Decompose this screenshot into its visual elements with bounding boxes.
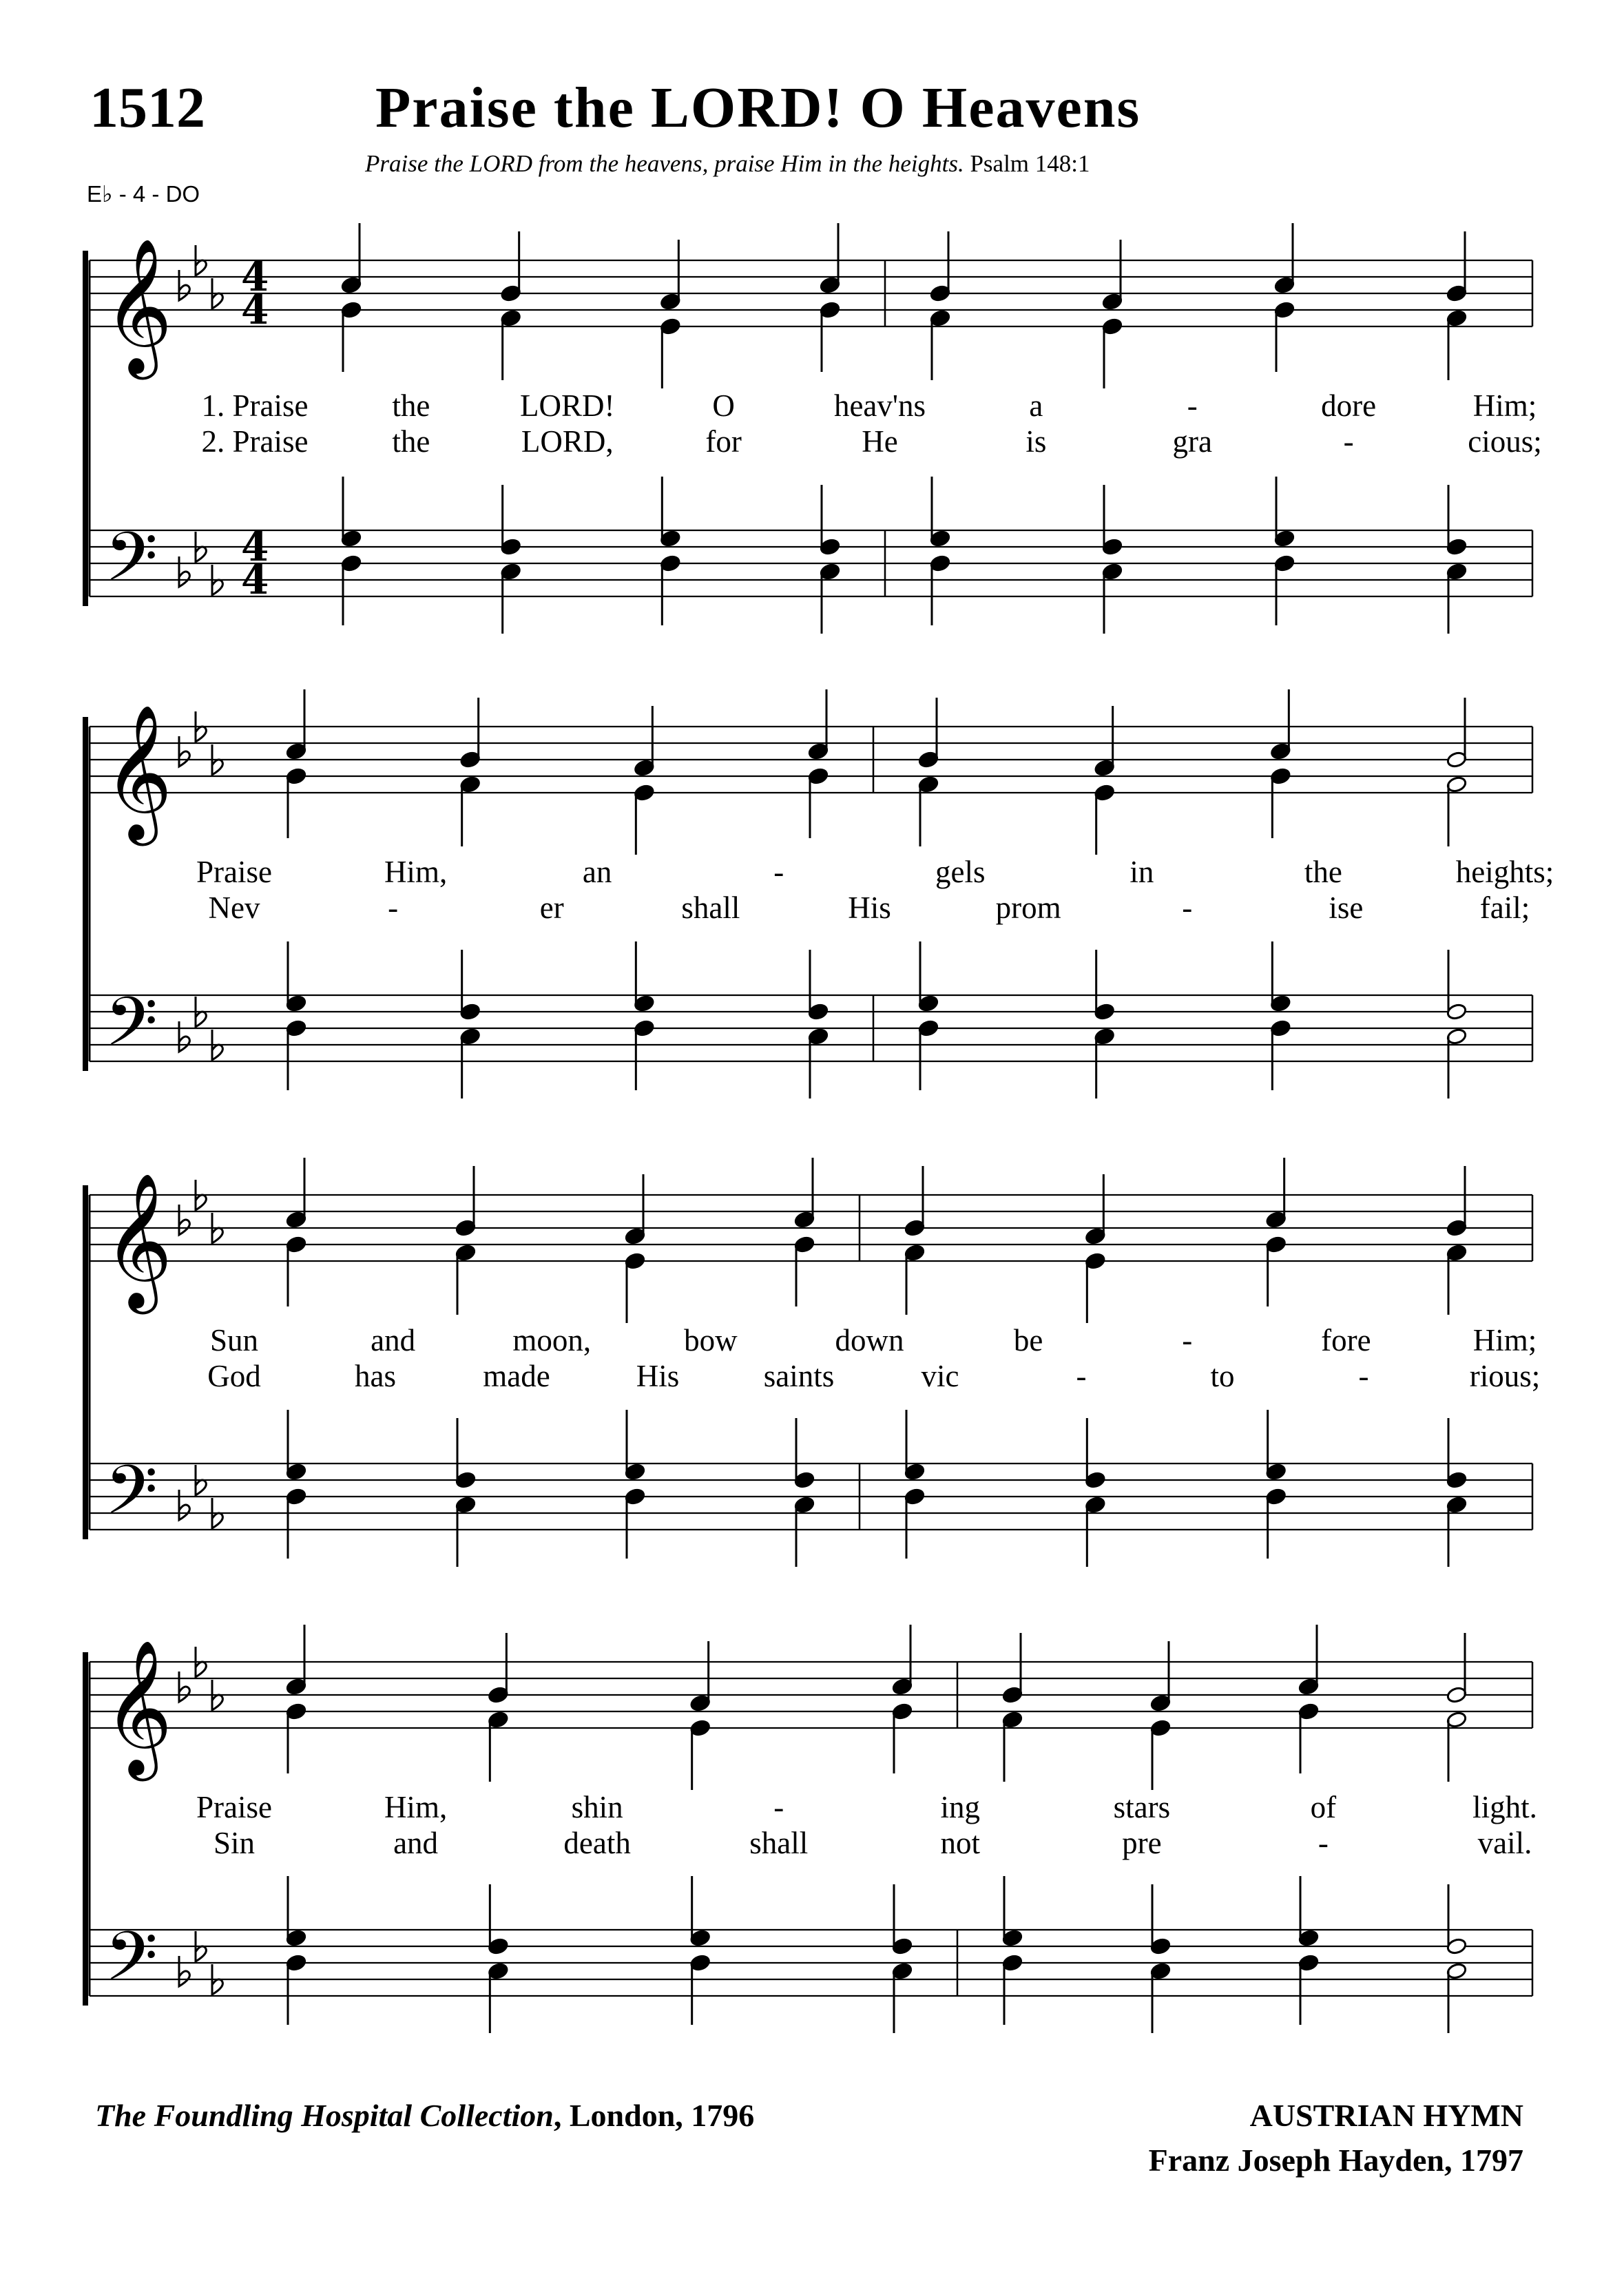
lyric-verse-1: Sun <box>209 1323 259 1357</box>
flat-sign <box>179 1956 189 1986</box>
lyric-verse-1: in <box>1129 855 1154 889</box>
treble-clef-icon: 𝄞 <box>103 1172 173 1309</box>
lyric-verse-2: - <box>1343 424 1354 459</box>
lyric-verse-1: be <box>1013 1323 1043 1357</box>
scripture-reference: Psalm 148:1 <box>970 150 1090 177</box>
lyric-verse-2: vic <box>921 1359 959 1393</box>
lyric-verse-2: - <box>388 891 399 925</box>
lyric-verse-2: the <box>392 424 430 459</box>
lyric-verse-2: cious; <box>1468 424 1542 459</box>
lyric-verse-1: LORD! <box>520 388 615 423</box>
text-source-detail: , London, 1796 <box>553 2098 755 2133</box>
lyric-verse-2: is <box>1026 424 1047 459</box>
lyric-verse-1: dore <box>1321 388 1377 423</box>
lyric-verse-1: - <box>773 1790 784 1824</box>
lyric-verse-2: vail. <box>1477 1826 1532 1860</box>
bass-clef-icon: 𝄢 <box>105 1451 158 1547</box>
lyric-verse-1: gels <box>935 855 986 889</box>
lyric-verse-1: Him, <box>384 855 448 889</box>
lyric-verse-2: Sin <box>213 1826 256 1860</box>
lyric-verse-2: pre <box>1122 1826 1162 1860</box>
lyric-verse-2: He <box>862 424 898 459</box>
treble-clef-icon: 𝄞 <box>103 238 173 374</box>
lyric-verse-2: er <box>539 891 564 925</box>
lyric-verse-1: fore <box>1321 1323 1371 1357</box>
lyric-verse-1: down <box>835 1323 904 1357</box>
system-bracket <box>83 1652 88 2006</box>
lyric-verse-1: bow <box>684 1323 738 1357</box>
lyric-verse-2: - <box>1076 1359 1087 1393</box>
lyric-verse-2: gra <box>1172 424 1212 459</box>
lyric-verse-1: an <box>582 855 612 889</box>
flat-sign <box>179 270 189 300</box>
lyric-verse-1: Him; <box>1472 388 1537 423</box>
treble-clef-icon: 𝄞 <box>103 704 173 840</box>
text-credit <box>95 2097 754 2134</box>
flat-sign <box>179 1672 189 1702</box>
lyric-verse-1: 1. Praise <box>201 388 309 423</box>
system-bracket <box>83 251 88 606</box>
lyric-verse-2: death <box>563 1826 631 1860</box>
lyric-verse-2: 2. Praise <box>201 424 309 459</box>
lyric-verse-2: not <box>940 1826 981 1860</box>
lyric-verse-1: the <box>392 388 430 423</box>
flat-sign <box>179 1205 189 1235</box>
lyric-verse-1: heights; <box>1455 855 1554 889</box>
lyric-verse-2: and <box>393 1826 439 1860</box>
time-signature: 4 <box>241 556 269 603</box>
bass-clef-icon: 𝄢 <box>105 1917 158 2013</box>
lyric-verse-2: shall <box>749 1826 809 1860</box>
system-3 <box>83 1158 1540 1567</box>
time-signature: 4 <box>241 287 269 333</box>
lyric-verse-1: Him, <box>384 1790 448 1824</box>
system-4 <box>83 1625 1537 2033</box>
lyric-verse-2: prom <box>995 891 1061 925</box>
lyric-verse-1: heav'ns <box>833 388 926 423</box>
system-1 <box>83 223 1542 634</box>
lyric-verse-1: - <box>1182 1323 1193 1357</box>
lyric-verse-2: His <box>636 1359 680 1393</box>
lyric-verse-2: for <box>705 424 742 459</box>
system-bracket <box>83 717 88 1071</box>
lyric-verse-1: the <box>1304 855 1342 889</box>
system-2 <box>83 689 1554 1098</box>
lyric-verse-1: light. <box>1472 1790 1537 1824</box>
bass-clef-icon: 𝄢 <box>105 518 158 614</box>
lyric-verse-1: shin <box>571 1790 623 1824</box>
lyric-verse-2: Nev <box>208 891 260 925</box>
lyric-verse-2: - <box>1318 1826 1329 1860</box>
lyric-verse-1: O <box>712 388 735 423</box>
composer-credit: Franz Joseph Hayden, 1797 <box>1148 2143 1523 2178</box>
bass-clef-icon: 𝄢 <box>105 983 158 1079</box>
lyric-verse-1: of <box>1310 1790 1337 1824</box>
lyric-verse-1: and <box>371 1323 416 1357</box>
lyric-verse-1: Him; <box>1472 1323 1537 1357</box>
time-signature: 4 <box>241 523 269 570</box>
tune-name: AUSTRIAN HYMN <box>1249 2098 1523 2133</box>
scripture-quote: Praise the LORD from the heavens, praise Him in the heights. <box>365 150 964 177</box>
hymn-number: 1512 <box>90 76 205 140</box>
lyric-verse-2: ise <box>1329 891 1364 925</box>
flat-sign <box>179 1490 189 1520</box>
lyric-verse-1: a <box>1029 388 1043 423</box>
lyric-verse-2: LORD, <box>521 424 614 459</box>
lyric-verse-1: - <box>1187 388 1198 423</box>
lyric-verse-2: God <box>207 1359 261 1393</box>
lyric-verse-2: - <box>1182 891 1193 925</box>
flat-sign <box>179 1021 189 1052</box>
lyric-verse-2: made <box>483 1359 550 1393</box>
time-signature: 4 <box>241 253 269 300</box>
text-source-title: The Foundling Hospital Collection <box>95 2098 554 2133</box>
flat-sign <box>179 556 189 587</box>
system-bracket <box>83 1185 88 1539</box>
hymn-title: Praise the LORD! O Heavens <box>375 76 1141 140</box>
lyric-verse-1: moon, <box>512 1323 592 1357</box>
treble-clef-icon: 𝄞 <box>103 1639 173 1776</box>
lyric-verse-1: ing <box>940 1790 981 1824</box>
lyric-verse-2: saints <box>763 1359 835 1393</box>
lyric-verse-2: rious; <box>1469 1359 1541 1393</box>
key-info: E♭ - 4 - DO <box>87 181 200 207</box>
lyric-verse-1: - <box>773 855 784 889</box>
lyric-verse-2: shall <box>681 891 740 925</box>
lyric-verse-1: Praise <box>196 1790 272 1824</box>
lyric-verse-2: - <box>1358 1359 1369 1393</box>
lyric-verse-1: stars <box>1113 1790 1171 1824</box>
lyric-verse-2: to <box>1210 1359 1235 1393</box>
lyric-verse-2: fail; <box>1479 891 1530 925</box>
lyric-verse-1: Praise <box>196 855 272 889</box>
flat-sign <box>179 736 189 767</box>
lyric-verse-2: has <box>355 1359 396 1393</box>
lyric-verse-2: His <box>848 891 891 925</box>
